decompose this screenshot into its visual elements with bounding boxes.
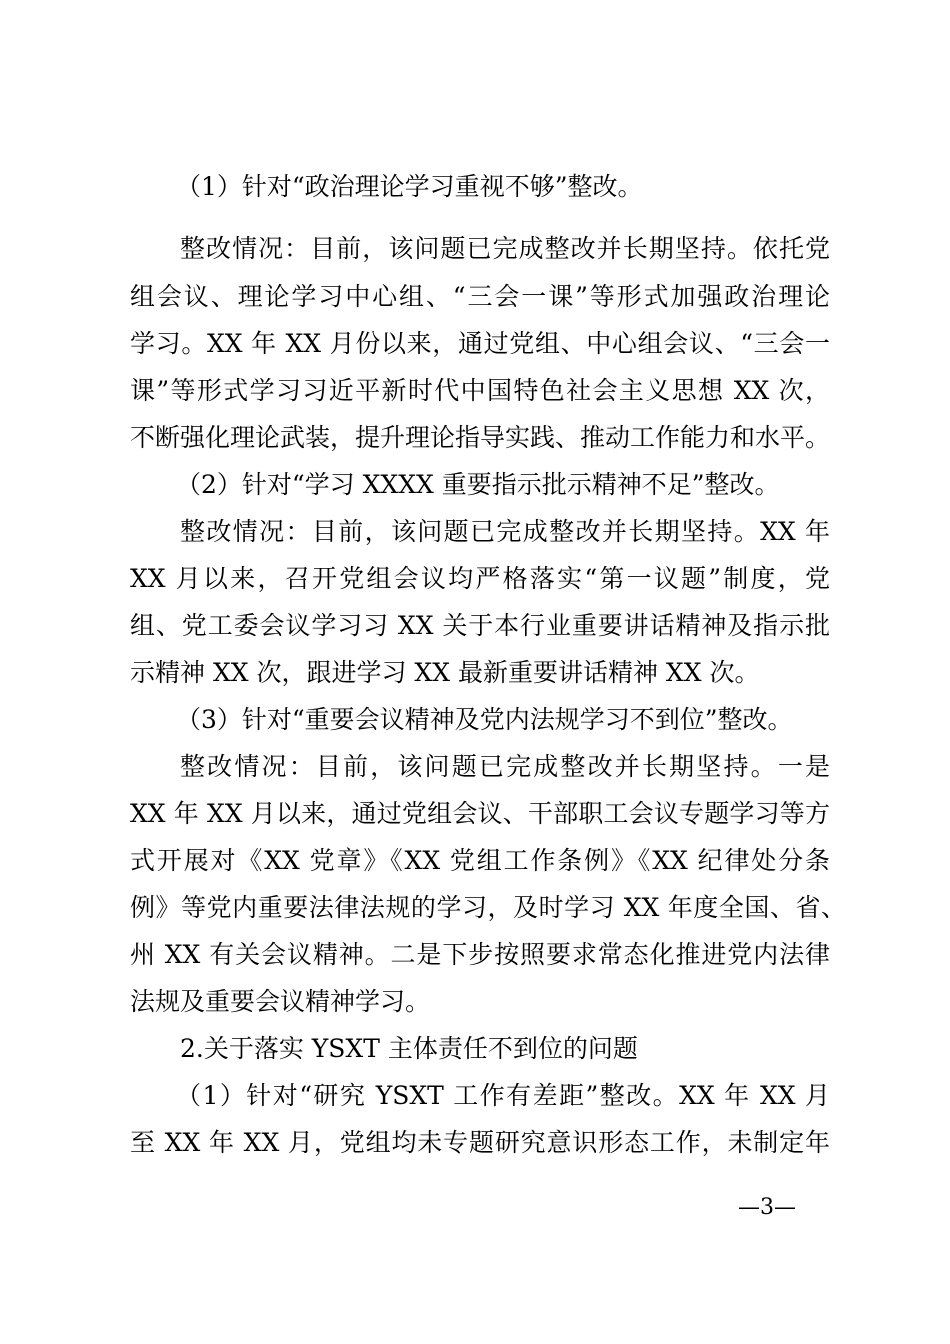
paragraph-line-8: 组、党工委会议学习习 XX 关于本行业重要讲话精神及指示批	[130, 611, 830, 640]
paragraph-line-7: XX 月以来，召开党组会议均严格落实“第一议题”制度，党	[130, 564, 830, 593]
page-number: —3—	[738, 1195, 796, 1220]
heading-line-1: （1）针对“政治理论学习重视不够”整改。	[176, 172, 643, 201]
paragraph-line-12: 式开展对《XX 党章》《XX 党组工作条例》《XX 纪律处分条	[130, 846, 830, 875]
heading-line-2: （2）针对“学习 XXXX 重要指示批示精神不足”整改。	[176, 470, 780, 499]
paragraph-line-6: 整改情况：目前，该问题已完成整改并长期坚持。XX 年	[180, 517, 830, 546]
paragraph-line-3: 学习。XX 年 XX 月份以来，通过党组、中心组会议、“三会一	[130, 329, 830, 358]
paragraph-line-11: XX 年 XX 月以来，通过党组会议、干部职工会议专题学习等方	[130, 799, 830, 828]
paragraph-line-16: 至 XX 年 XX 月，党组均未专题研究意识形态工作，未制定年	[130, 1128, 830, 1157]
heading-line-4: （1）针对“研究 YSXT 工作有差距”整改。XX 年 XX 月	[176, 1081, 830, 1110]
paragraph-line-4: 课”等形式学习习近平新时代中国特色社会主义思想 XX 次，	[130, 376, 830, 405]
heading-line-3: （3）针对“重要会议精神及党内法规学习不到位”整改。	[176, 705, 793, 734]
section-heading: 2.关于落实 YSXT 主体责任不到位的问题	[180, 1034, 638, 1063]
paragraph-line-1: 整改情况：目前，该问题已完成整改并长期坚持。依托党	[180, 234, 830, 263]
paragraph-line-15: 法规及重要会议精神学习。	[130, 987, 431, 1016]
paragraph-line-5: 不断强化理论武装，提升理论指导实践、推动工作能力和水平。	[130, 423, 831, 452]
paragraph-line-9: 示精神 XX 次，跟进学习 XX 最新重要讲话精神 XX 次。	[130, 658, 760, 687]
paragraph-line-13: 例》等党内重要法律法规的学习，及时学习 XX 年度全国、省、	[130, 893, 846, 922]
paragraph-line-14: 州 XX 有关会议精神。二是下步按照要求常态化推进党内法律	[130, 940, 830, 969]
paragraph-line-2: 组会议、理论学习中心组、“三会一课”等形式加强政治理论	[130, 282, 830, 311]
paragraph-line-10: 整改情况：目前，该问题已完成整改并长期坚持。一是	[180, 752, 830, 781]
